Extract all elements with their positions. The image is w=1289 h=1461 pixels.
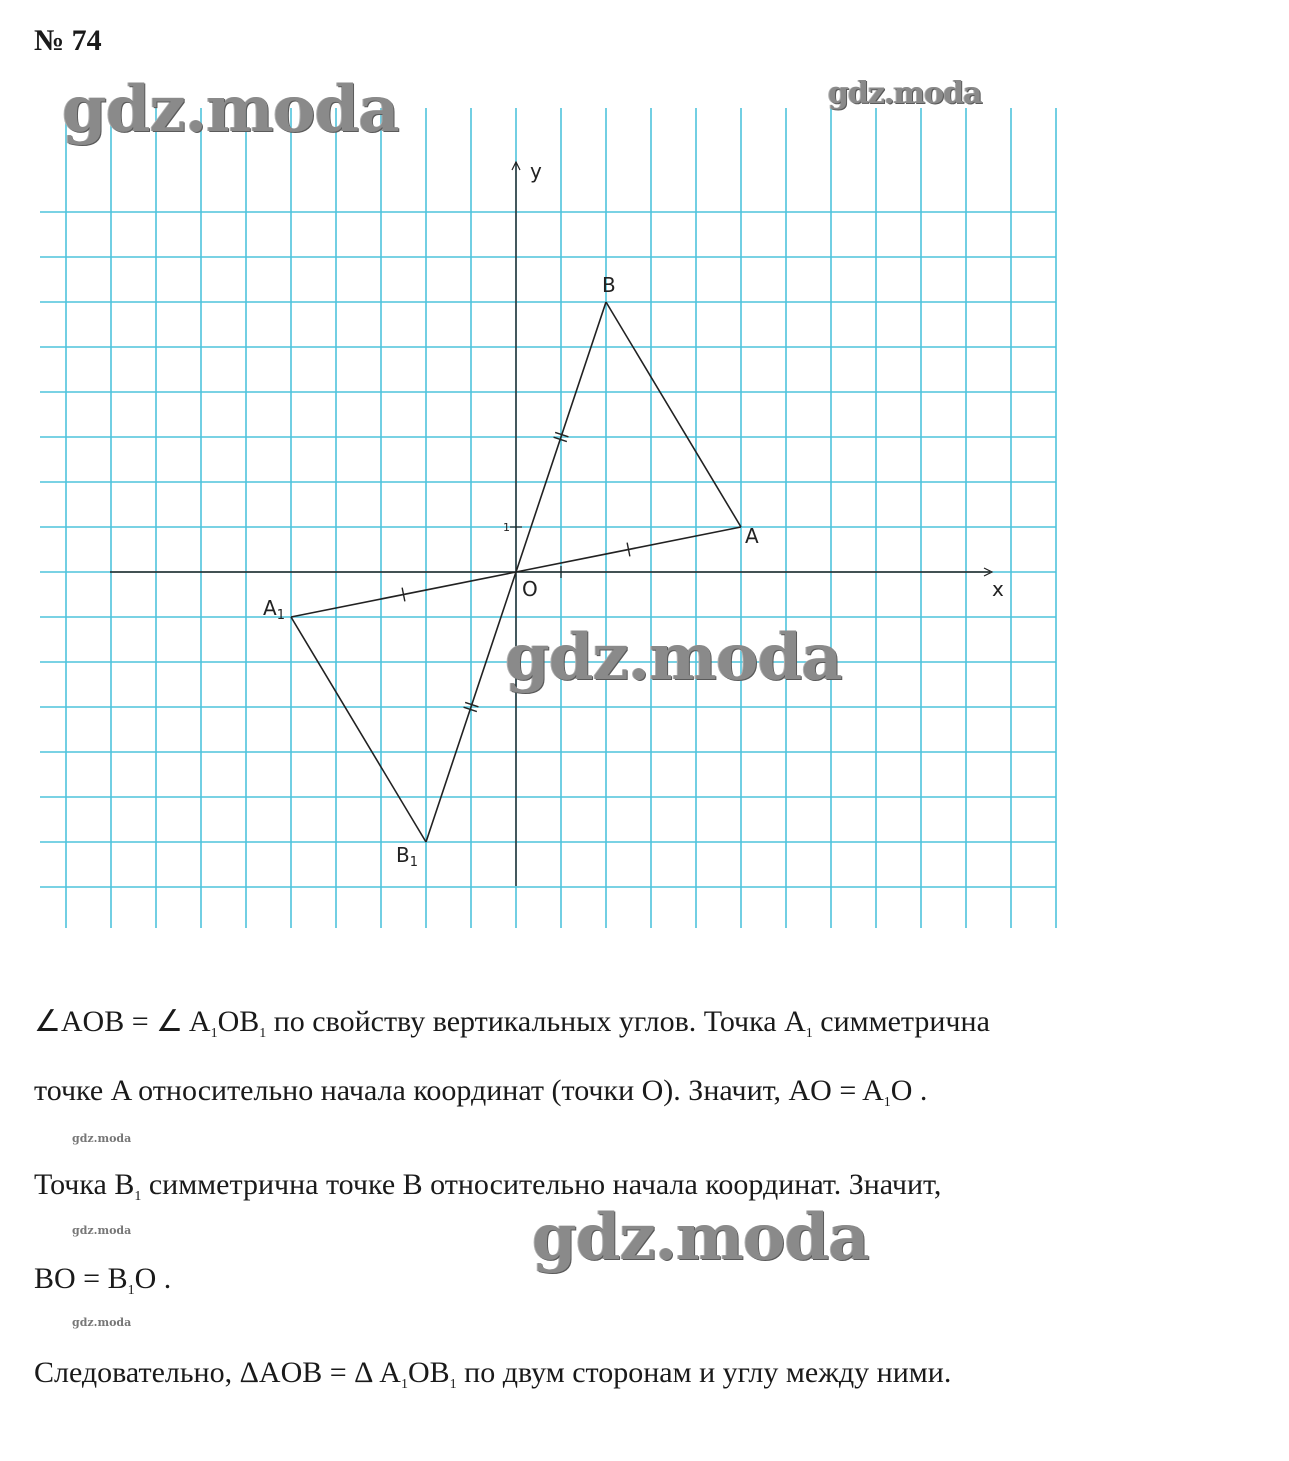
axes <box>110 162 992 886</box>
watermark: gdz.moda <box>532 1200 869 1275</box>
subscript: 1 <box>449 1377 457 1392</box>
text-segment: O . <box>134 1262 172 1295</box>
segment-AB <box>606 302 741 527</box>
subscript: 1 <box>134 1189 142 1204</box>
subscript: 1 <box>127 1283 135 1298</box>
text-segment: симметрична <box>812 1005 990 1038</box>
text-segment: по двум сторонам и углу между ними. <box>456 1356 952 1389</box>
point-label-B: B <box>602 273 616 297</box>
text-segment: OB <box>407 1356 450 1389</box>
text-segment: BO = B <box>34 1262 128 1295</box>
watermark: gdz.moda <box>72 1224 132 1237</box>
problem-number: № 74 <box>34 24 102 57</box>
point-labels <box>263 159 1004 870</box>
text-segment: по свойству вертикальных углов. Точка A <box>266 1005 806 1038</box>
text-line-2 <box>34 1074 927 1111</box>
y-axis-label: y <box>530 159 542 183</box>
subscript: 1 <box>883 1095 891 1110</box>
watermark: gdz.moda <box>828 76 982 111</box>
subscript: 1 <box>400 1377 408 1392</box>
text-line-5 <box>34 1356 951 1393</box>
text-segment: O . <box>890 1074 928 1107</box>
x-axis-label: x <box>992 577 1004 601</box>
point-label-B1: $B_1$ <box>396 843 419 870</box>
text-segment: ∠AOB = ∠ A <box>34 1005 211 1038</box>
point-label-A1: $A_1$ <box>263 596 285 623</box>
watermark: gdz.moda <box>72 1316 132 1329</box>
segment-A1B1 <box>291 617 426 842</box>
text-line-4 <box>34 1262 171 1299</box>
watermark: gdz.moda <box>62 72 399 147</box>
grid-lines <box>40 108 1056 928</box>
point-label-A: A <box>745 524 759 548</box>
watermark: gdz.moda <box>505 620 842 695</box>
text-segment: Точка B <box>34 1168 135 1201</box>
text-segment: симметрична точке B относительно начала координат. Значит, <box>141 1168 942 1201</box>
subscript: 1 <box>210 1026 218 1041</box>
text-segment: точке A относительно начала координат (точки O). Значит, AO = A <box>34 1074 884 1107</box>
subscript: 1 <box>805 1026 813 1041</box>
unit-label: 1 <box>503 521 510 534</box>
text-line-1 <box>34 1004 990 1042</box>
origin-label: O <box>522 577 538 601</box>
text-segment: OB <box>217 1005 260 1038</box>
subscript: 1 <box>259 1026 267 1041</box>
watermark: gdz.moda <box>72 1132 132 1145</box>
text-segment: Следовательно, ΔAOB = Δ A <box>34 1356 401 1389</box>
